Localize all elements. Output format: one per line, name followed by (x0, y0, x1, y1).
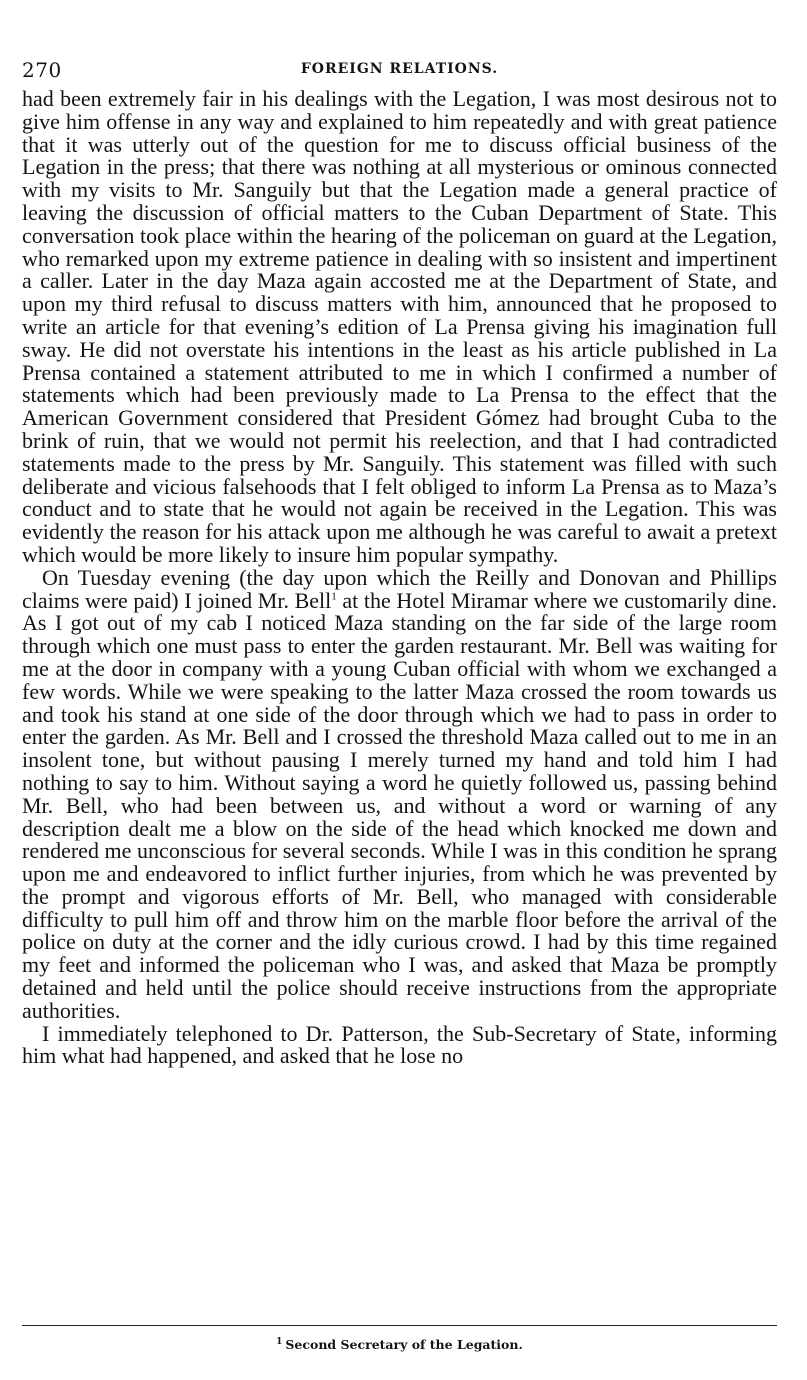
running-head: FOREIGN RELATIONS. (300, 61, 499, 77)
page-number: 270 (22, 58, 62, 82)
paragraph-3: I immediately telephoned to Dr. Patterson, the Sub-Secretary of State, informing him what had happened, and asked that he lose no (22, 1020, 777, 1069)
paragraph-1: had been extremely fair in his dealings with the Legation, I was most desirous not to give him offense in any way and explained to him repeatedly and with great patience that it was utterly out of the question for me to discuss official business of the Legation in the press; that there was nothing at all mysterious or ominous connected with my visits to Mr. Sanguily but that the Legation made a general practice of leaving the discussion of official matters to the Cuban Department of State. This conversation took place within the hearing of the policeman on guard at the Legation, who remarked upon my extreme patience in dealing with so insistent and impertinent a caller. Later in the day Maza again accosted me at the Department of State, and upon my third refusal to discuss matters with him, announced that he proposed to write an article for that evening’s edition of La Prensa giving his imagination full sway. He did not overstate his intentions in the least as his article published in La Prensa contained a statement attributed to me in which I confirmed a number of statements which had been previously made to La Prensa to the effect that the American Government considered that President Gómez had brought Cuba to the brink of ruin, that we would not permit his reelection, and that I had contradicted statements made to the press by Mr. Sanguily. This statement was filled with such deliberate and vicious falsehoods that I felt obliged to inform La Prensa as to Maza’s conduct and to state that he would not again be received in the Legation. This was evidently the reason for his attack upon me although he was careful to await a pretext which would be more likely to insure him popular sympathy. (22, 86, 777, 567)
paragraph-2 (22, 564, 777, 1023)
footnote-reference[interactable]: 1 (331, 590, 337, 603)
paragraph-2-text-after-ref: at the Hotel Miramar where we customarily dine. As I got out of my cab I noticed Maza standing on the far side of the large room through which one must pass to enter the garden restaurant. Mr. Bell was waiting for me at the door in company with a young Cuban official with whom we exchanged a few words. While we were speaking to the latter Maza crossed the room towards us and took his stand at one side of the door through which we had to pass in order to enter the garden. As Mr. Bell and I crossed the threshold Maza called out to me in an insolent tone, but without pausing I merely turned my hand and told him I had nothing to say to him. Without saying a word he quietly followed us, passing behind Mr. Bell, who had been between us, and without a word or warning of any description dealt me a blow on the side of the head which knocked me down and rendered me unconscious for several seconds. While I was in this condition he sprang upon me and endeavored to inflict further injuries, from which he was prevented by the prompt and vigorous efforts of Mr. Bell, who managed with considerable difficulty to pull him off and throw him on the marble floor before the arrival of the police on duty at the corner and the idly curious crowd. I had by this time regained my feet and informed the policeman who I was, and asked that Maza be promptly detained and held until the police should receive instructions from the appropriate authorities. (22, 587, 777, 1023)
footnote (22, 1337, 777, 1352)
footnote-mark: 1 (276, 1336, 283, 1347)
footnote-text: Second Secretary of the Legation. (285, 1337, 523, 1352)
paragraph-2-text-before-ref: On Tuesday evening (the day upon which the Reilly and Donovan and Phillips claims were paid) I joined Mr. Bell (22, 564, 777, 613)
body-text (22, 88, 777, 1068)
document-page (22, 58, 777, 1068)
footnote-divider (22, 1325, 777, 1326)
page-header (22, 58, 777, 88)
